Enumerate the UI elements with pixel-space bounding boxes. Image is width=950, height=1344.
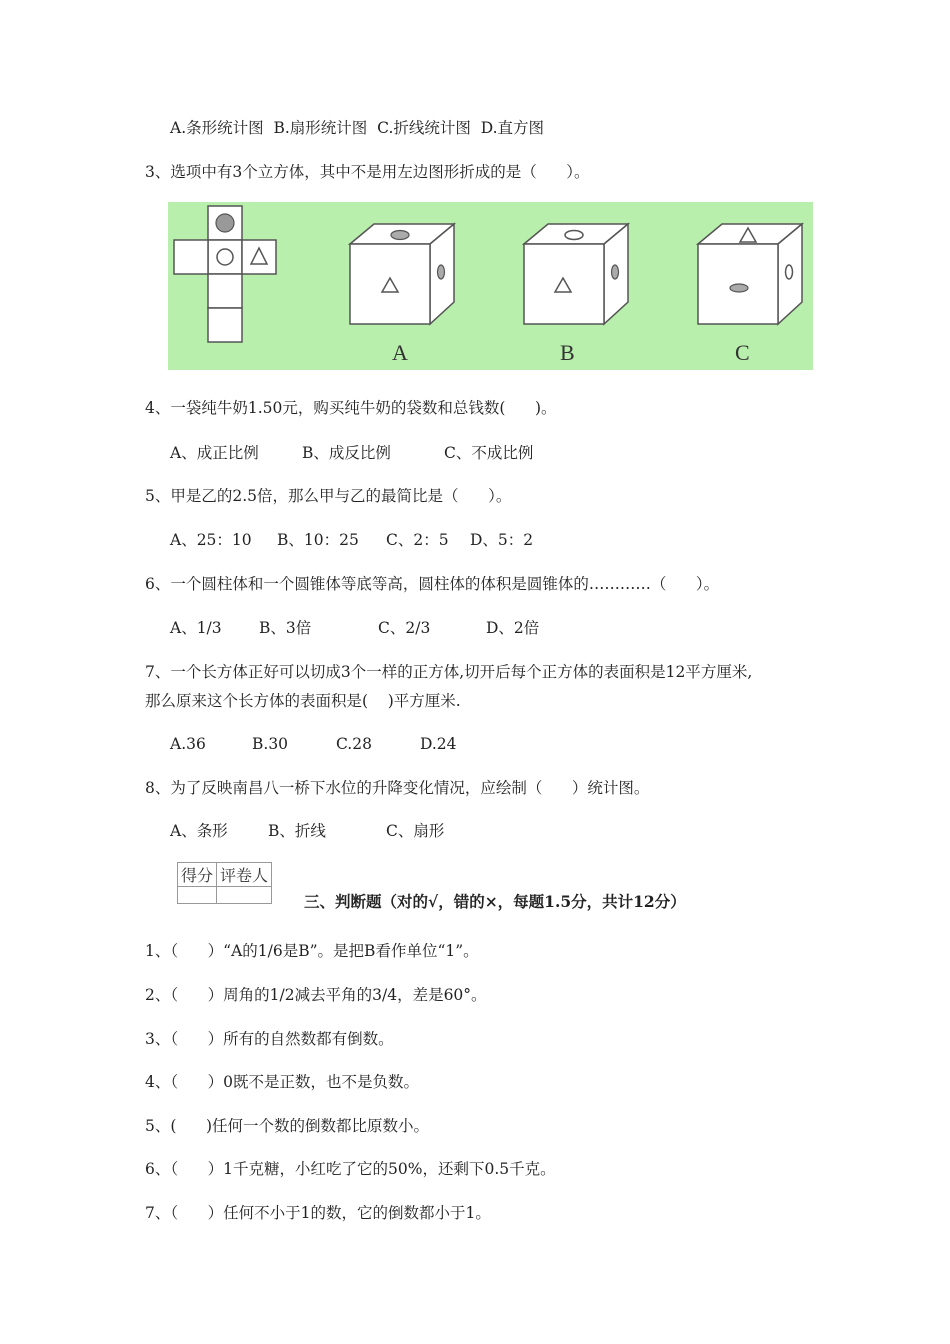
cube-figure <box>168 202 813 370</box>
cube-label-c: C <box>735 340 750 365</box>
tf-item-4: 4、（ ）0既不是正数，也不是负数。 <box>145 1073 420 1091</box>
tf-item-3: 3、（ ）所有的自然数都有倒数。 <box>145 1030 394 1048</box>
grader-cell <box>217 887 272 904</box>
cube-label-b: B <box>560 340 575 365</box>
tf-item-6: 6、（ ）1千克糖，小红吃了它的50%，还剩下0.5千克。 <box>145 1160 556 1178</box>
q7-option-c: C.28 <box>336 735 372 753</box>
q7-option-a: A.36 <box>170 735 206 753</box>
q7-option-d: D.24 <box>420 735 457 753</box>
tf-item-5: 5、( )任何一个数的倒数都比原数小。 <box>145 1117 430 1135</box>
q5-option-b: B、10：25 <box>277 531 359 549</box>
q3-text: 3、选项中有3个立方体，其中不是用左边图形折成的是（ ）。 <box>145 163 590 181</box>
q4-option-c: C、不成比例 <box>444 444 534 462</box>
q8-option-c: C、扇形 <box>386 822 445 840</box>
q7-text-line1: 7、一个长方体正好可以切成3个一样的正方体,切开后每个正方体的表面积是12平方厘米, <box>145 663 753 681</box>
q5-option-d: D、5：2 <box>470 531 534 549</box>
q7-option-b: B.30 <box>252 735 289 753</box>
q4-option-b: B、成反比例 <box>302 444 391 462</box>
q7-text-line2: 那么原来这个长方体的表面积是( )平方厘米. <box>145 692 461 710</box>
score-label: 得分 <box>178 863 217 887</box>
tf-item-1: 1、（ ）“A的1/6是B”。是把B看作单位“1”。 <box>145 942 479 960</box>
q8-option-a: A、条形 <box>170 822 228 840</box>
q6-option-d: D、2倍 <box>486 619 540 637</box>
q8-text: 8、为了反映南昌八一桥下水位的升降变化情况，应绘制（ ）统计图。 <box>145 779 650 797</box>
q6-option-b: B、3倍 <box>259 619 312 637</box>
tf-item-2: 2、（ ）周角的1/2减去平角的3/4，差是60°。 <box>145 986 487 1004</box>
section3-title: 三、判断题（对的√，错的×，每题1.5分，共计12分） <box>304 892 686 911</box>
q4-text: 4、一袋纯牛奶1.50元，购买纯牛奶的袋数和总钱数( )。 <box>145 399 557 417</box>
q5-option-c: C、2：5 <box>386 531 449 549</box>
q5-option-a: A、25：10 <box>170 531 252 549</box>
q8-option-b: B、折线 <box>268 822 326 840</box>
tf-item-7: 7、（ ）任何不小于1的数，它的倒数都小于1。 <box>145 1204 491 1222</box>
grader-label: 评卷人 <box>217 863 272 887</box>
q6-option-c: C、2/3 <box>378 619 431 637</box>
q6-option-a: A、1/3 <box>170 619 222 637</box>
q2-options: A.条形统计图 B.扇形统计图 C.折线统计图 D.直方图 <box>170 119 545 137</box>
q4-option-a: A、成正比例 <box>170 444 259 462</box>
score-cell <box>178 887 217 904</box>
cube-net-and-cubes <box>168 202 813 370</box>
score-box <box>177 862 272 904</box>
cube-label-a: A <box>392 340 408 365</box>
q6-text: 6、一个圆柱体和一个圆锥体等底等高，圆柱体的体积是圆锥体的…………（ ）。 <box>145 575 720 593</box>
q5-text: 5、甲是乙的2.5倍，那么甲与乙的最简比是（ ）。 <box>145 487 512 505</box>
